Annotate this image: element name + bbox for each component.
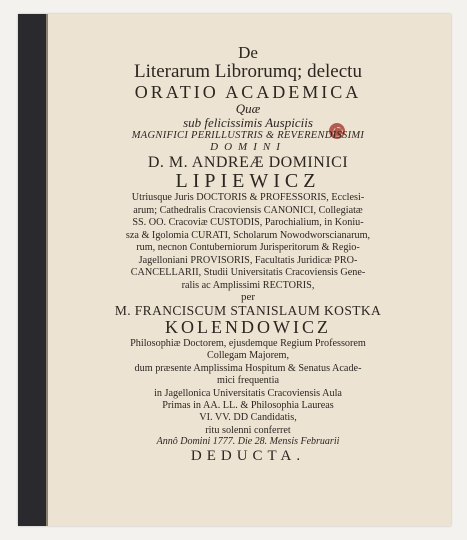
heading-de: De	[238, 43, 258, 62]
author-line-4: mici frequentia	[217, 375, 279, 387]
author-line-8: ritu solenni conferret	[205, 424, 291, 436]
rector-surname: LIPIEWICZ	[175, 169, 321, 192]
line-per: per	[240, 290, 256, 303]
rector-titles-line-4: sza & Igolomia CURATI, Scholarum Nowodworscianarum,	[125, 229, 371, 241]
author-line-6: Primas in AA. LL. & Philosophia Laureas	[162, 400, 334, 412]
work-title: Literarum Librorumq; delectu	[134, 61, 362, 83]
author-line-3: dum præsente Amplissima Hospitum & Senatus Acade-	[134, 362, 362, 374]
rector-name-first: D. M. ANDREÆ DOMINICI	[147, 153, 349, 171]
rector-titles-line-6: Jagelloniani PROVISORIS, Facultatis Juridicæ PRO-	[138, 254, 358, 266]
title-page	[18, 14, 451, 526]
author-line-2: Collegam Majorem,	[206, 350, 290, 362]
author-line-5: in Jagellonica Universitatis Cracoviensis Aula	[154, 387, 342, 399]
rector-titles-line-2: arum; Cathedralis Cracoviensis CANONICI, Collegiatæ	[133, 204, 363, 216]
rector-titles-line-5: rum, necnon Contuberniorum Jurisperitorum & Regio-	[136, 242, 360, 254]
line-deducta: DEDUCTA.	[190, 448, 306, 465]
oratio-heading: ORATIO ACADEMICA	[134, 81, 362, 102]
binding-spine	[18, 14, 48, 526]
rector-titles-line-1: Utriusque Juris DOCTORIS & PROFESSORIS, Ecclesi-	[131, 192, 365, 204]
title-text-block	[52, 44, 444, 464]
author-name-first: M. FRANCISCUM STANISLAUM KOSTKA	[114, 302, 382, 318]
author-line-1: Philosophiæ Doctorem, ejusdemque Regium Professorem	[130, 337, 366, 349]
author-surname: KOLENDOWICZ	[165, 317, 331, 338]
line-quae: Quæ	[235, 101, 261, 117]
author-line-7: VI. VV. DD Candidatis,	[199, 412, 297, 424]
rector-titles-line-7: CANCELLARII, Studii Universitatis Cracoviensis Gene-	[130, 267, 366, 279]
line-magnifici: MAGNIFICI PERILLUSTRIS & REVERENDISSIMI	[131, 130, 365, 142]
date-line: Annô Domini 1777. Die 28. Mensis Februarii	[156, 436, 340, 448]
rector-titles-line-3: SS. OO. Cracoviæ CUSTODIS, Parochialium, in Koniu-	[132, 217, 364, 229]
line-auspiciis: sub felicissimis Auspiciis	[183, 115, 313, 131]
rector-titles-line-8: ralis ac Amplissimi RECTORIS,	[181, 279, 315, 291]
line-domini: DOMINI	[210, 140, 286, 153]
